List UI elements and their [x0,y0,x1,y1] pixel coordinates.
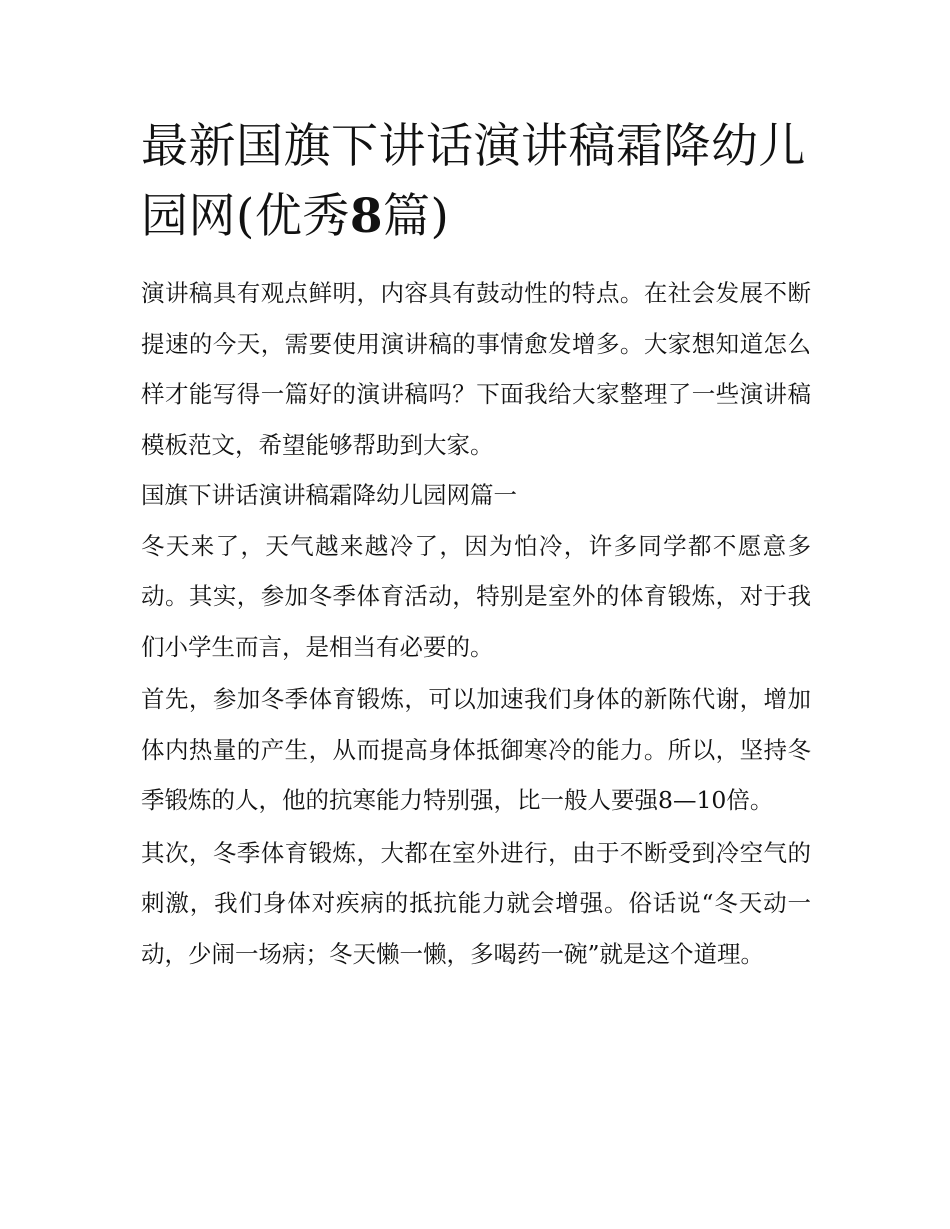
section-heading: 国旗下讲话演讲稿霜降幼儿园网篇一 [141,481,517,509]
intro-paragraph: 演讲稿具有观点鲜明，内容具有鼓动性的特点。在社会发展不断提速的今天，需要使用演讲稿的事情愈发增多。大家想知道怎么样才能写得一篇好的演讲稿吗？下面我给大家整理了一些演讲稿模板范文，希望能够帮助到大家。 [141,279,811,459]
document-page [141,112,811,979]
body-paragraph-3: 其次，冬季体育锻炼，大都在室外进行，由于不断受到冷空气的刺激，我们身体对疾病的抵抗能力就会增强。俗话说“冬天动一动，少闹一场病；冬天懒一懒，多喝药一碗”就是这个道理。 [141,838,811,968]
body-paragraph-1: 冬天来了，天气越来越冷了，因为怕冷，许多同学都不愿意多动。其实，参加冬季体育活动，特别是室外的体育锻炼，对于我们小学生而言，是相当有必要的。 [141,531,811,661]
title-text: 最新国旗下讲话演讲稿霜降幼儿园网(优秀 [141,119,806,244]
document-title [141,112,811,252]
body-paragraph-2: 首先，参加冬季体育锻炼，可以加速我们身体的新陈代谢，增加体内热量的产生，从而提高身体抵御寒冷的能力。所以，坚持冬季锻炼的人，他的抗寒能力特别强，比一般人要强8—10倍。 [141,685,811,814]
title-suffix: 篇) [383,189,450,244]
title-number: 8 [349,189,384,244]
